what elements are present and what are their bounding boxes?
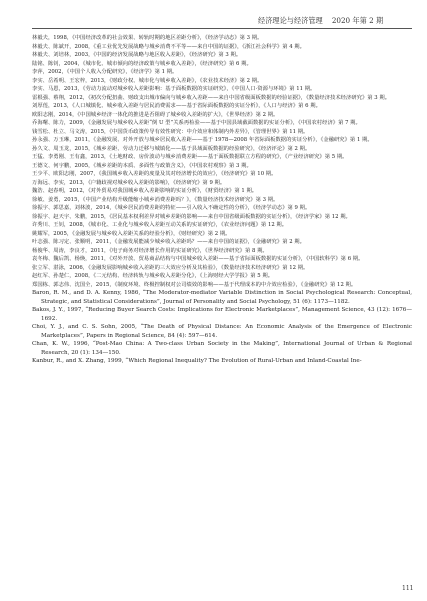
reference-entry: 张立军、湛泳，2006，《金融发展影响城乡收入差距的三大效应分析及其检验》，《数量经济技术经济研究》第 12 期。 (32, 264, 309, 271)
reference-entry: 徐振宇、赵天宇、朱鹏，2015，《居民基本权利差异对城乡差距的影响——来自中国省级面板数据的实证分析》，《经济学家》第 12 期。 (32, 213, 351, 220)
reference-entry: 王猛、李勇刚、王有鑫，2013，《土地财政、房价波动与城乡消费差距——基于面板数据联立方程的研究》，《产业经济研究》第 5 期。 (32, 154, 348, 160)
header-divider (32, 28, 412, 29)
reference-list (32, 34, 412, 366)
reference-entry: 魏浩、赵春明，2012，《对外贸易对我国城乡收入差距影响的实证分析》，《财贸经济》第 1 期。 (32, 188, 258, 194)
reference-entry: 乔海曙、陈力，2009，《金融发展与城乡收入差距“倒 U 型”关系再检验——基于中国县域截面数据的实证分析》，《中国农村经济》第 7 期。 (32, 120, 361, 126)
running-header (258, 16, 412, 26)
reference-entry: 林毅夫、刘培林，2003，《中国的经济发展战略与地区收入差距》，《经济研究》第 3 期。 (32, 52, 242, 58)
reference-entry: 钱雪松、杜立、马文涛，2015，《中国货币政策传导有效性研究：中介效应和体制内外差异》，《管理世界》第 11 期。 (32, 128, 309, 135)
reference-entry: 郑国栋、郭志伟、沈国全，2015，《制度环境、终极控制权对公司绩效的影响——基于代理成本的中介效应检验》，《金融研究》第 12 期。 (32, 281, 357, 288)
reference-entry: 李实、马恩，2013，《劳动力流动对城乡收入差距影响：基于面板数据的实证研究》，《中国人口·资源与环境》第 11 期。 (32, 86, 316, 92)
reference-entry: Bakos, J. Y., 1997, “Reducing Buyer Search Costs: Implications for Electronic Marketplaces”, Management Science, 43 (12): 1676—1692. (32, 307, 412, 322)
reference-entry: 许秀川、王钊，2008，《城市化、工业化与城乡收入差距互动关系的实证研究》，《农业经济问题》第 12 期。 (32, 222, 288, 228)
reference-entry: 刘厚莲，2013，《人口城镇化、城乡收入差距与居民消费需求——基于省际面板数据的实证分析》，《人口与经济》第 6 期。 (32, 103, 321, 109)
reference-entry: 林毅夫，1998，《中国经济改革的社会效果、转轨时期的地区差距分析》，《经济学动态》第 3 期。 (32, 35, 263, 41)
reference-entry: 李萍，2002，《中国个人收入分配研究》，《经济学》第 1 期。 (32, 69, 178, 75)
reference-entry: 李实、岳希明、王宏梓，2013，《财政分权、城市化与城乡收入差距》，《农业技术经济》第 2 期。 (32, 77, 263, 84)
reference-entry: Kanbur, R., and X. Zhang, 1999, “Which Regional Inequality? The Evolution of Rural-Urban and Inland-Coastal Ine- (32, 358, 362, 364)
reference-entry: 孙久文、周玉龙，2015，《城乡差距、劳动力迁移与城镇化——基于县域面板数据的经验研究》，《经济评论》第 2 期。 (32, 145, 311, 152)
reference-entry: 杨俊华、周涛，李良才，2011，《电子商务对经济增长作用的实证研究》，《世界经济研究》第 8 期。 (32, 247, 268, 254)
reference-entry: 王德文、何宇鹏，2005，《城乡差距的本质、多面性与政策含义》，《中国农村观察》第 3 期。 (32, 162, 252, 169)
page-number: 111 (402, 585, 414, 592)
journal-title: 经济理论与经济管理 (258, 16, 323, 25)
reference-entry: 王少平、欧阳志刚，2007，《我国城乡收入差距的度量及其对经济增长的效应》，《经济研究》第 10 期。 (32, 171, 277, 177)
reference-entry: 孙永强、万玉琳，2011，《金融发展、对外开放与城乡居民收入差距——基于 1978—2008 年省际面板数据的实证分析》，《金融研究》第 1 期。 (32, 137, 373, 143)
reference-entry: 欧阳志刚，2014，《中国城乡经济一体化的推进是否阻碍了城乡收入差距的扩大》，《世界经济》第 2 期。 (32, 111, 279, 118)
reference-entry: 叶志强、陈习定、张顺明，2011，《金融发展能减少城乡收入差距吗？——来自中国的证据》，《金融研究》第 2 期。 (32, 239, 305, 245)
reference-entry: 徐敏、姜勇，2015，《中国产业结构升级能缩小城乡消费差距吗？》，《数量经济技术经济研究》第 3 期。 (32, 196, 279, 203)
reference-entry: 姚耀军，2005，《金融发展与城乡收入差距关系的经验分析》，《财经研究》第 2 期。 (32, 230, 231, 237)
reference-entry: 赵红军、孙楚仁，2008，《二元结构、经济转轨与城乡收入差距分化》，《上海财经大学学报》第 5 期。 (32, 273, 274, 279)
reference-entry: 袁冬梅、魏后凯、杨焕，2011，《对外开放、贸易商品结构与中国城乡收入差距——基于省际面板数据的实证分析》，《中国软科学》第 6 期。 (32, 256, 364, 262)
issue-label: 2020 年第 2 期 (331, 16, 384, 25)
reference-entry: Chan, K. W., 1996, “Post-Mao China: A Two-class Urban Society in the Making”, International Journal of Urban & Regional Research, 20 (1): 134—150. (32, 341, 412, 356)
reference-entry: 雷根强、蔡翔，2012，《初次分配扭曲、财政支出城市偏向与城乡收入差距——来自中国省级面板数据的经验证据》，《数量经济技术经济研究》第 3 期。 (32, 94, 391, 101)
reference-entry: 陆铭、陈钊，2004，《城市化、城市倾向的经济政策与城乡收入差距》，《经济研究》第 6 期。 (32, 60, 252, 67)
reference-entry: 林毅夫、陈斌开，2008，《重工业优先发展战略与城乡消费不平等——来自中国的证据》，《浙江社会科学》第 4 期。 (32, 43, 305, 50)
reference-entry: 徐振宇、郭思嘉，刘林波，2014，《城乡居民消费差距的特征——引入收入不确定性的分析》，《经济学动态》第 9 期。 (32, 205, 311, 211)
reference-entry: Baron, R. M., and D. A. Kenny, 1986, “The Moderator-mediator Variable Distinction in Social Psychological Research: Conceptual, Strategic, and Statistical Considerations”, Journal of Personality and Social Psychology, 51 (6): 1173—1182. (32, 290, 412, 305)
reference-entry: Choi, Y. J., and C. S. Sohn, 2005, “The Death of Physical Distance: An Economic Analysis of the Emergence of Electronic Marketplaces”, Papers in Regional Science, 84 (4): 597—614. (32, 324, 412, 339)
reference-entry: 万海远、李实，2013，《户籍歧视对城乡收入差距的影响》，《经济研究》第 9 期。 (32, 179, 226, 186)
